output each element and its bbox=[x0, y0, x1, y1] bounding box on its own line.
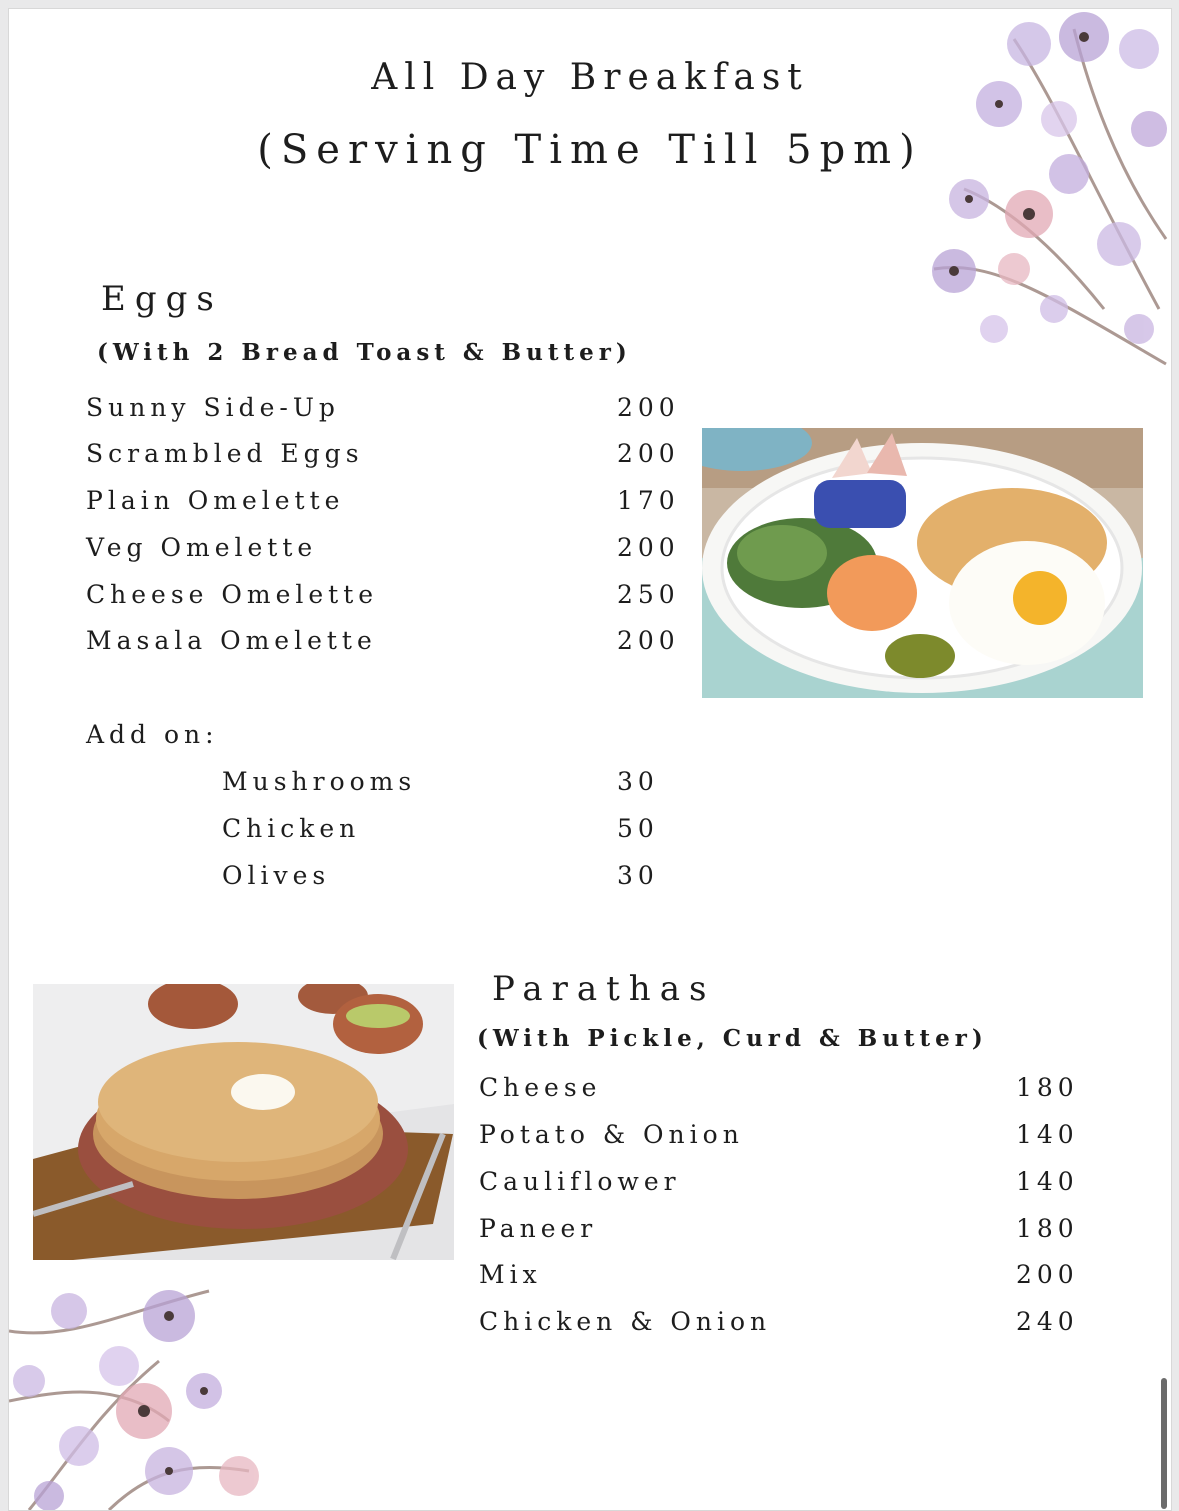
item-price: 250 bbox=[617, 580, 680, 609]
item-price: 140 bbox=[1016, 1120, 1079, 1149]
eggs-photo bbox=[702, 428, 1143, 698]
item-name: Sunny Side-Up bbox=[86, 393, 340, 422]
paratha-photo bbox=[33, 984, 454, 1260]
item-price: 200 bbox=[617, 533, 680, 562]
menu-item bbox=[479, 1214, 1079, 1244]
addon-price: 30 bbox=[617, 861, 659, 890]
item-name: Potato & Onion bbox=[479, 1120, 744, 1149]
menu-item bbox=[479, 1073, 1079, 1103]
addon-name: Mushrooms bbox=[222, 767, 417, 796]
eggs-subheading: (With 2 Bread Toast & Butter) bbox=[97, 339, 632, 366]
parathas-subheading: (With Pickle, Curd & Butter) bbox=[477, 1025, 988, 1052]
item-name: Mix bbox=[479, 1260, 542, 1289]
addon-name: Chicken bbox=[222, 814, 361, 843]
menu-item bbox=[479, 1260, 1079, 1290]
item-name: Cheese Omelette bbox=[86, 580, 379, 609]
menu-title: All Day Breakfast bbox=[371, 57, 809, 98]
menu-page bbox=[8, 8, 1172, 1511]
item-name: Cheese bbox=[479, 1073, 602, 1102]
item-price: 140 bbox=[1016, 1167, 1079, 1196]
item-name: Scrambled Eggs bbox=[86, 439, 364, 468]
item-price: 180 bbox=[1016, 1073, 1079, 1102]
item-name: Veg Omelette bbox=[86, 533, 318, 562]
item-price: 200 bbox=[617, 393, 680, 422]
menu-item bbox=[86, 580, 686, 610]
addon-price: 30 bbox=[617, 767, 659, 796]
menu-item bbox=[479, 1307, 1079, 1337]
addon-item bbox=[222, 767, 672, 797]
item-name: Plain Omelette bbox=[86, 486, 345, 515]
item-price: 170 bbox=[617, 486, 680, 515]
addon-item bbox=[222, 861, 672, 891]
item-name: Masala Omelette bbox=[86, 626, 377, 655]
item-price: 240 bbox=[1016, 1307, 1079, 1336]
menu-item bbox=[86, 533, 686, 563]
item-name: Cauliflower bbox=[479, 1167, 681, 1196]
menu-item bbox=[86, 626, 686, 656]
addon-label: Add on: bbox=[86, 720, 219, 749]
item-price: 180 bbox=[1016, 1214, 1079, 1243]
menu-subtitle: (Serving Time Till 5pm) bbox=[257, 127, 923, 173]
flower-decoration-bottom-left bbox=[9, 1271, 279, 1510]
item-price: 200 bbox=[617, 439, 680, 468]
menu-item bbox=[86, 439, 686, 469]
item-name: Paneer bbox=[479, 1214, 598, 1243]
item-name: Chicken & Onion bbox=[479, 1307, 772, 1336]
parathas-heading: Parathas bbox=[492, 969, 716, 1009]
eggs-heading: Eggs bbox=[101, 279, 223, 319]
menu-item bbox=[86, 486, 686, 516]
menu-item bbox=[479, 1167, 1079, 1197]
addon-item bbox=[222, 814, 672, 844]
item-price: 200 bbox=[1016, 1260, 1079, 1289]
item-price: 200 bbox=[617, 626, 680, 655]
addon-name: Olives bbox=[222, 861, 331, 890]
menu-item bbox=[479, 1120, 1079, 1150]
addon-label-row bbox=[86, 720, 386, 750]
menu-item bbox=[86, 393, 686, 423]
scrollbar[interactable] bbox=[1161, 1378, 1167, 1509]
addon-price: 50 bbox=[617, 814, 659, 843]
